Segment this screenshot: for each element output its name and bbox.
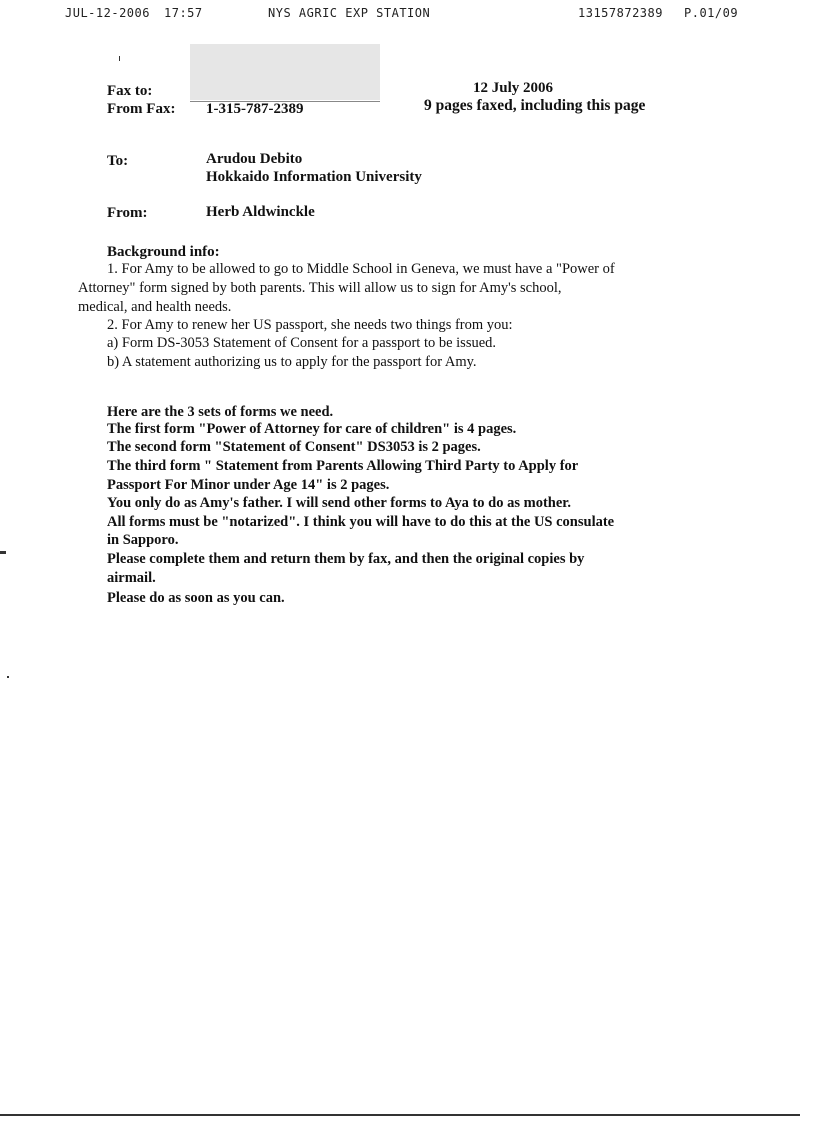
- from-label: From:: [107, 205, 148, 221]
- background-line-6: b) A statement authorizing us to apply for the passport for Amy.: [107, 354, 477, 370]
- scan-speck: [119, 56, 120, 61]
- instructions-line-9: Please complete them and return them by fax, and then the original copies by: [107, 551, 585, 567]
- instructions-line-11: Please do as soon as you can.: [107, 590, 285, 606]
- fax-to-label: Fax to:: [107, 83, 153, 99]
- fax-header-page: P.01/09: [684, 6, 739, 20]
- background-heading: Background info:: [107, 244, 220, 260]
- scan-speck: [0, 551, 6, 554]
- from-fax-number: 1-315-787-2389: [206, 101, 304, 117]
- fax-date: 12 July 2006: [473, 80, 554, 96]
- recipient-organization: Hokkaido Information University: [206, 169, 422, 185]
- background-line-5: a) Form DS-3053 Statement of Consent for a passport to be issued.: [107, 335, 497, 351]
- background-line-1: 1. For Amy to be allowed to go to Middle School in Geneva, we must have a "Power of: [107, 261, 615, 277]
- fax-header-date: JUL-12-2006: [65, 6, 150, 20]
- instructions-line-3: The second form "Statement of Consent" DS3053 is 2 pages.: [107, 439, 481, 455]
- instructions-line-1: Here are the 3 sets of forms we need.: [107, 404, 334, 420]
- instructions-line-6: You only do as Amy's father. I will send other forms to Aya to do as mother.: [107, 495, 572, 511]
- fax-header-number: 13157872389: [578, 6, 663, 20]
- background-line-2: Attorney" form signed by both parents. This will allow us to sign for Amy's school,: [78, 280, 562, 296]
- pages-note: 9 pages faxed, including this page: [424, 97, 646, 114]
- background-line-3: medical, and health needs.: [78, 299, 232, 315]
- scan-bottom-edge: [0, 1114, 800, 1116]
- instructions-line-5: Passport For Minor under Age 14" is 2 pages.: [107, 477, 390, 493]
- instructions-line-7: All forms must be "notarized". I think you will have to do this at the US consulate: [107, 514, 615, 530]
- instructions-line-8: in Sapporo.: [107, 532, 179, 548]
- to-label: To:: [107, 153, 129, 169]
- recipient-name: Arudou Debito: [206, 151, 303, 167]
- background-line-4: 2. For Amy to renew her US passport, she needs two things from you:: [107, 317, 513, 333]
- instructions-line-10: airmail.: [107, 570, 156, 586]
- fax-transmission-header: [0, 6, 816, 22]
- instructions-line-2: The first form "Power of Attorney for care of children" is 4 pages.: [107, 421, 517, 437]
- sender-name: Herb Aldwinckle: [206, 204, 315, 220]
- from-fax-label: From Fax:: [107, 101, 176, 117]
- fax-header-station: NYS AGRIC EXP STATION: [268, 6, 431, 20]
- scan-speck: [7, 676, 9, 678]
- instructions-line-4: The third form " Statement from Parents Allowing Third Party to Apply for: [107, 458, 579, 474]
- redacted-fax-number: [190, 44, 380, 100]
- fax-header-time: 17:57: [164, 6, 203, 20]
